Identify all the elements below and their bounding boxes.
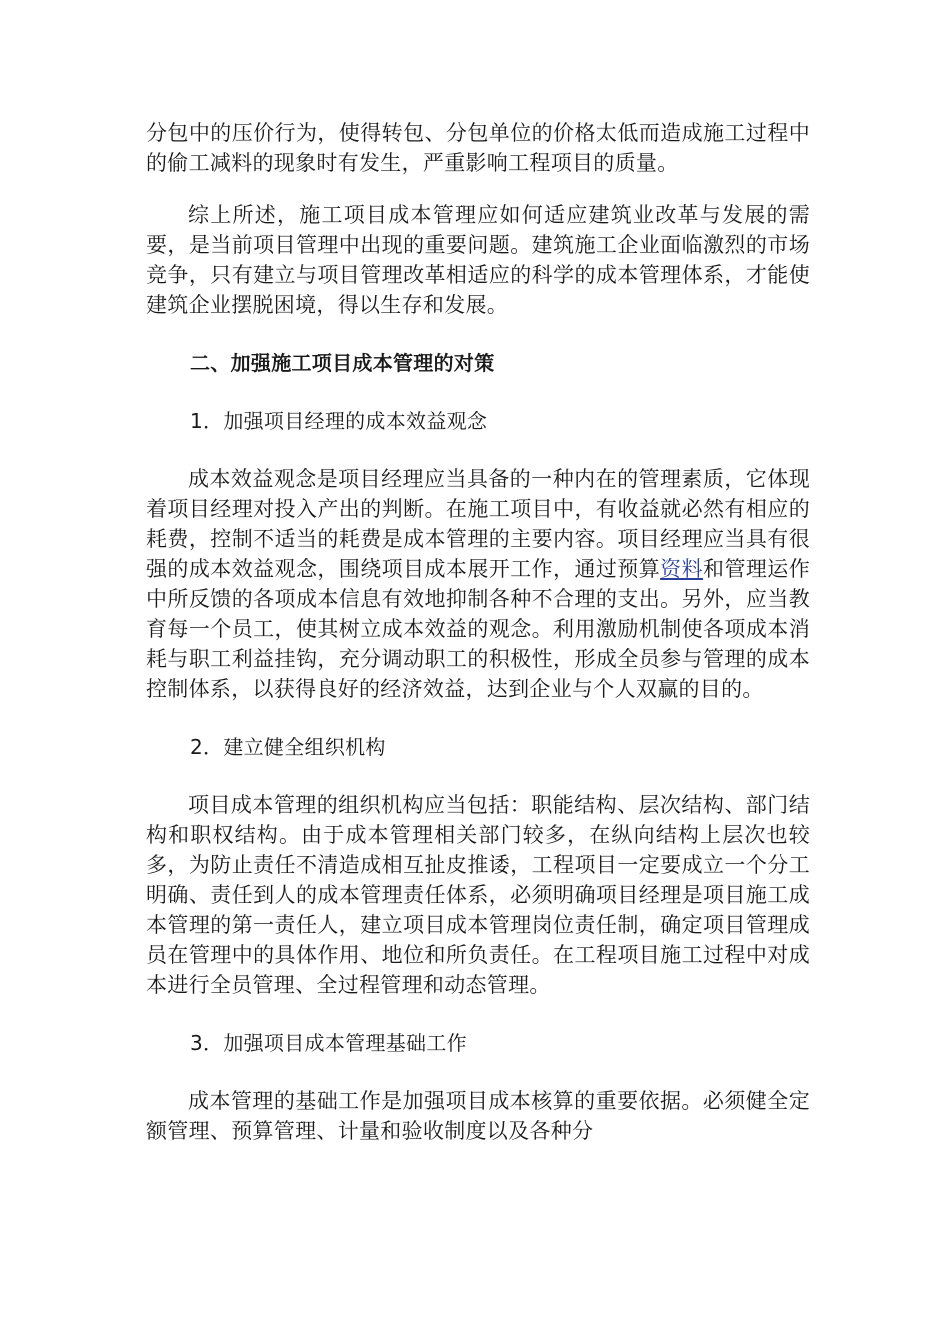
document-page — [146, 118, 810, 1146]
paragraph-1: 分包中的压价行为，使得转包、分包单位的价格太低而造成施工过程中的偷工减料的现象时有发生，严重影响工程项目的质量。 — [146, 121, 810, 175]
paragraph-2: 综上所述，施工项目成本管理应如何适应建筑业改革与发展的需要，是当前项目管理中出现的重要问题。建筑施工企业面临激烈的市场竞争，只有建立与项目管理改革相适应的科学的成本管理体系，才能使建筑企业摆脱困境，得以生存和发展。 — [146, 203, 810, 317]
paragraph-4: 项目成本管理的组织机构应当包括：职能结构、层次结构、部门结构和职权结构。由于成本管理相关部门较多，在纵向结构上层次也较多，为防止责任不清造成相互扯皮推诿，工程项目一定要成立一个分工明确、责任到人的成本管理责任体系，必须明确项目经理是项目施工成本管理的第一责任人，建立项目成本管理岗位责任制，确定项目管理成员在管理中的具体作用、地位和所负责任。在工程项目施工过程中对成本进行全员管理、全过程管理和动态管理。 — [146, 793, 810, 997]
paragraph-3-text-b: 和管理运作中所反馈的各项成本信息有效地抑制各种不合理的支出。另外，应当教育每一个员工，使其树立成本效益的观念。利用激励机制使各项成本消耗与职工利益挂钩，充分调动职工的积极性，形成全员参与管理的成本控制体系，以获得良好的经济效益，达到企业与个人双赢的目的。 — [146, 557, 811, 701]
paragraph-3 — [146, 464, 810, 704]
subheading-2: 2．建立健全组织机构 — [190, 735, 386, 759]
section-heading: 二、加强施工项目成本管理的对策 — [190, 351, 495, 375]
subheading-1: 1．加强项目经理的成本效益观念 — [190, 409, 488, 433]
resource-link[interactable]: 资料 — [660, 557, 704, 581]
paragraph-5: 成本管理的基础工作是加强项目成本核算的重要依据。必须健全定额管理、预算管理、计量和验收制度以及各种分 — [146, 1089, 810, 1143]
paragraph-3-text-a: 成本效益观念是项目经理应当具备的一种内在的管理素质，它体现着项目经理对投入产出的判断。在施工项目中，有收益就必然有相应的耗费，控制不适当的耗费是成本管理的主要内容。项目经理应当具有很强的成本效益观念，围绕项目成本展开工作，通过预算 — [146, 467, 810, 581]
subheading-3: 3．加强项目成本管理基础工作 — [190, 1031, 467, 1055]
